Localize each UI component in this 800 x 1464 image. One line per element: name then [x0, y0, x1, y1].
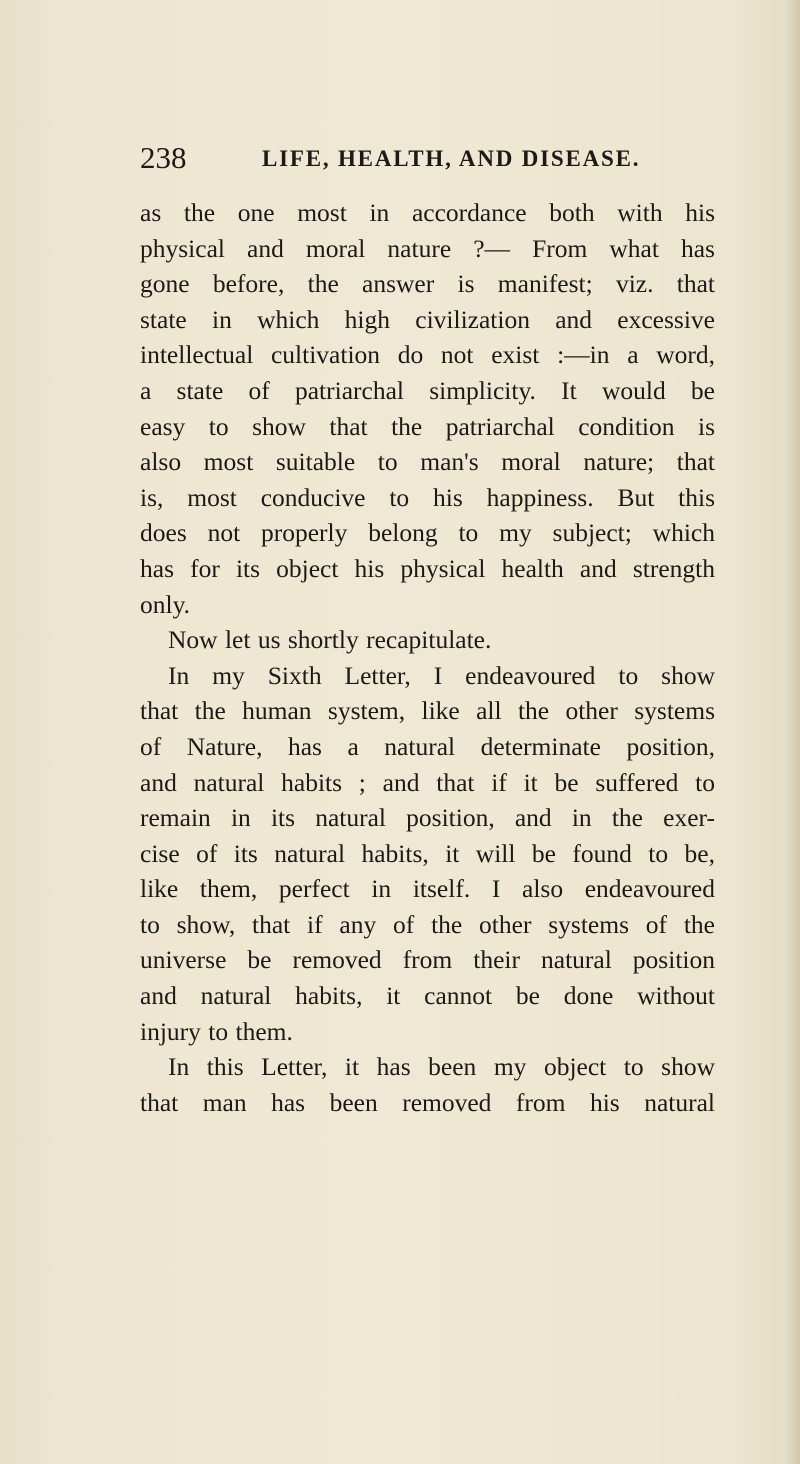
text-line: universe be removed from their natural position [140, 945, 715, 975]
text-line: has for its object his physical health and strength [140, 553, 715, 583]
text-line: and natural habits ; and that if it be suffered to [140, 767, 715, 797]
running-head: LIFE, HEALTH, AND DISEASE. [262, 146, 641, 171]
page-edge-shadow [786, 0, 800, 1464]
text-line: cise of its natural habits, it will be found to be, [140, 838, 715, 868]
text-line: of Nature, has a natural determinate position, [140, 731, 715, 761]
text-line: remain in its natural position, and in the exer- [140, 803, 715, 833]
page-number: 238 [140, 140, 187, 175]
text-line: that man has been removed from his natural [140, 1087, 715, 1117]
text-line: physical and moral nature ?— From what has [140, 233, 715, 263]
text-line: to show, that if any of the other systems of the [140, 909, 715, 939]
text-line: gone before, the answer is manifest; viz. that [140, 269, 715, 299]
text-line: easy to show that the patriarchal condition is [140, 411, 715, 441]
text-line: intellectual cultivation do not exist :—in a word, [140, 340, 715, 370]
text-line: like them, perfect in itself. I also endeavoured [140, 874, 715, 904]
text-line: also most suitable to man's moral nature; that [140, 447, 715, 477]
text-line: only. [140, 589, 191, 619]
text-line: injury to them. [140, 1016, 293, 1046]
text-line: In this Letter, it has been my object to show [168, 1052, 715, 1082]
text-line: does not properly belong to my subject; which [140, 518, 715, 548]
text-line: is, most conducive to his happiness. But this [140, 482, 715, 512]
text-line: In my Sixth Letter, I endeavoured to show [168, 660, 715, 690]
text-line: state in which high civilization and excessive [140, 304, 715, 334]
page-header [140, 140, 740, 180]
text-line: as the one most in accordance both with his [140, 198, 715, 227]
text-line: and natural habits, it cannot be done without [140, 981, 715, 1011]
body-text [140, 195, 715, 1120]
text-line: Now let us shortly recapitulate. [168, 625, 492, 655]
text-line: that the human system, like all the other systems [140, 696, 715, 726]
text-line: a state of patriarchal simplicity. It would be [140, 375, 715, 405]
